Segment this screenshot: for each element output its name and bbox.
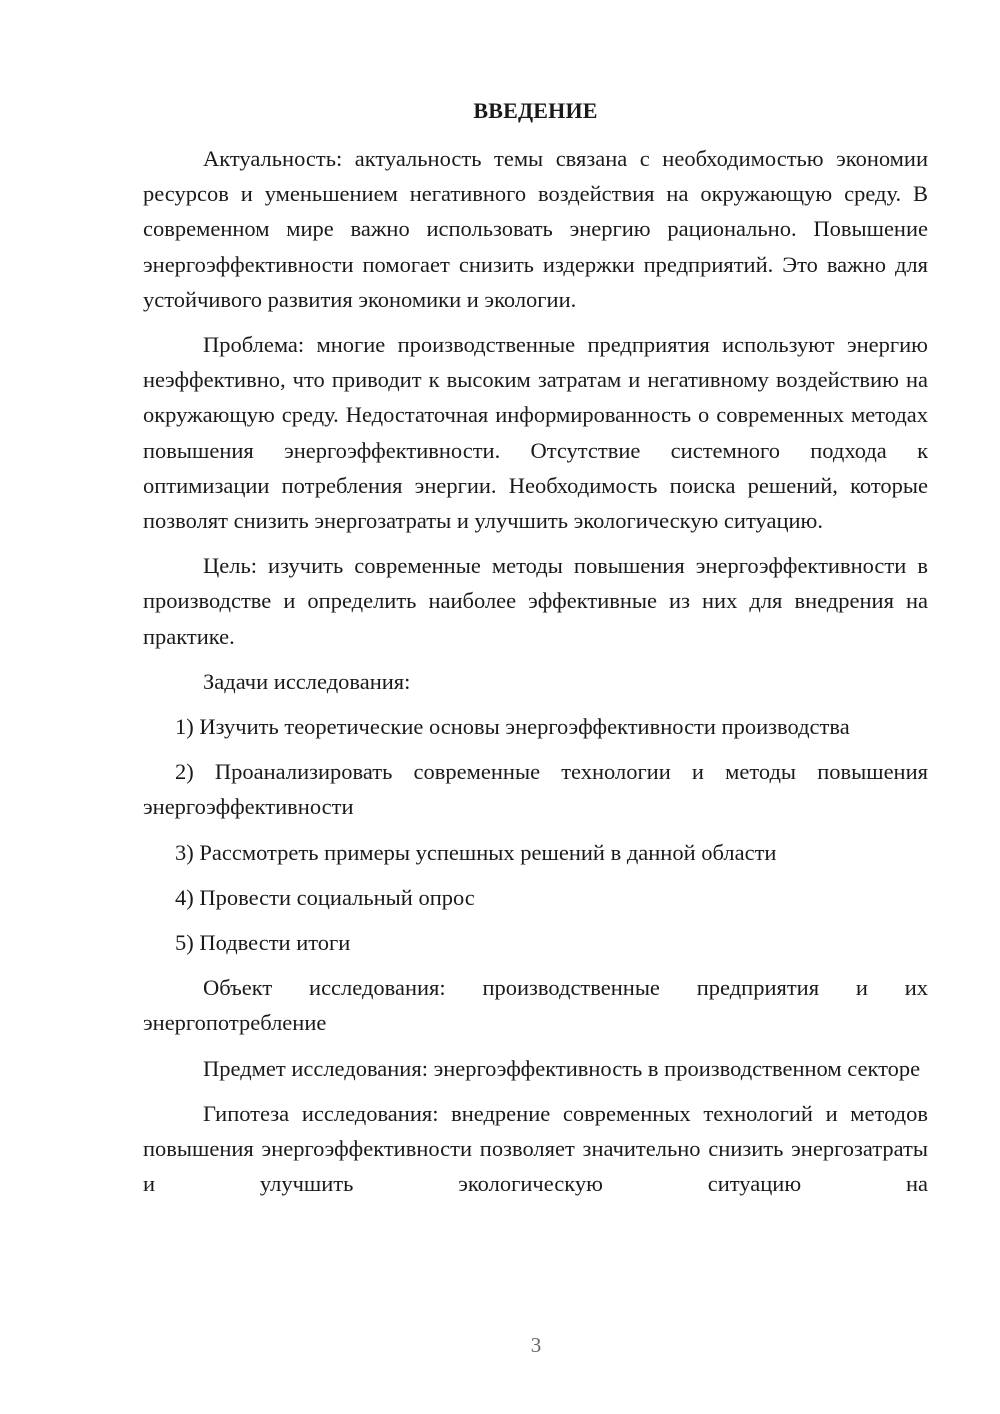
section-heading: ВВЕДЕНИЕ	[473, 98, 598, 123]
relevance-paragraph: Актуальность: актуальность темы связана с необходимостью экономии ресурсов и уменьшением негативного воздействия на окружающую среду. В современном мире важно использовать энергию рационально. Повышение энергоэффективности помогает снизить издержки предприятий. Это важно для устойчивого развития экономики и экологии.	[143, 146, 928, 312]
task-item-3: 3) Рассмотреть примеры успешных решений в данной области	[175, 839, 777, 865]
page-number: 3	[530, 1333, 542, 1357]
task-item-5: 5) Подвести итоги	[175, 930, 351, 956]
task-item-4: 4) Провести социальный опрос	[175, 884, 475, 910]
hypothesis-paragraph: Гипотеза исследования: внедрение современных технологий и методов повышения энергоэффективности позволяет значительно снизить энергозатраты и улучшить экологическую ситуацию на	[143, 1100, 928, 1197]
goal-paragraph: Цель: изучить современные методы повышения энергоэффективности в производстве и определить наиболее эффективные из них для внедрения на практике.	[143, 553, 928, 649]
problem-paragraph: Проблема: многие производственные предприятия используют энергию неэффективно, что приводит к высоким затратам и негативному воздействию на окружающую среду. Недостаточная информированность о современных методах повышения энергоэффективности. Отсутствие системного подхода к оптимизации потребления энергии. Необходимость поиска решений, которые позволят снизить энергозатраты и улучшить экологическую ситуацию.	[143, 332, 928, 534]
object-paragraph: Объект исследования: производственные предприятия и их энергопотребление	[143, 975, 928, 1036]
subject-paragraph: Предмет исследования: энергоэффективность в производственном секторе	[203, 1055, 921, 1081]
task-item-2: 2) Проанализировать современные технологии и методы повышения энергоэффективности	[143, 759, 928, 820]
tasks-intro: Задачи исследования:	[203, 668, 411, 694]
task-item-1: 1) Изучить теоретические основы энергоэффективности производства	[175, 714, 850, 740]
document-page	[143, 95, 928, 1211]
